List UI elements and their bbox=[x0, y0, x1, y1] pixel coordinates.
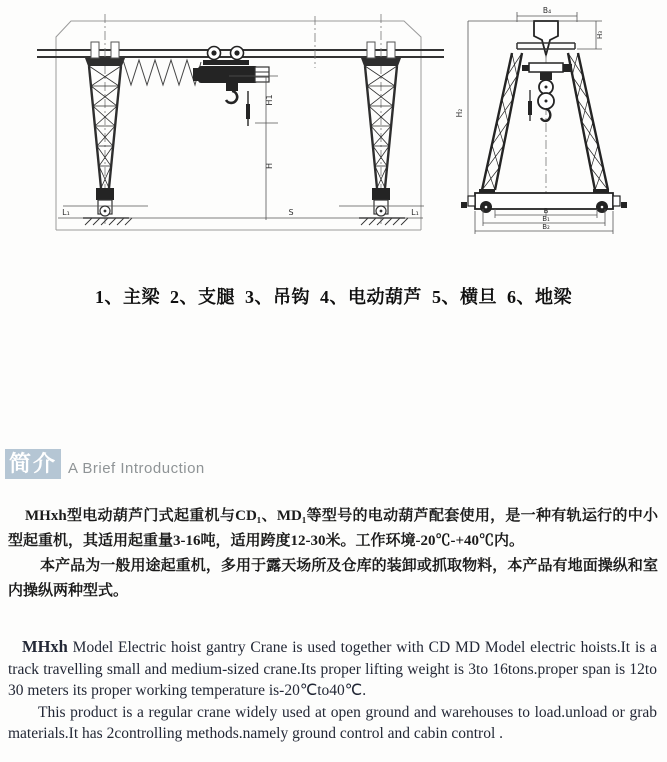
right-leg-truss bbox=[339, 42, 424, 216]
left-leg-truss bbox=[63, 42, 148, 216]
section-badge: 简介 bbox=[5, 449, 61, 479]
load-pointer bbox=[246, 91, 250, 126]
dim-label-l1-left: L₁ bbox=[62, 208, 70, 217]
aframe-right-leg bbox=[568, 53, 608, 190]
ground-hatch-right bbox=[359, 218, 408, 225]
en-paragraph-1 bbox=[8, 636, 657, 702]
hook-icon bbox=[226, 83, 238, 103]
cn-paragraph-2: 本产品为一般用途起重机，多用于露天场所及仓库的装卸或抓取物料，本产品有地面操纵和室内操纵两种型式。 bbox=[8, 558, 658, 599]
dim-label-b: B bbox=[543, 207, 549, 215]
parts-legend: 1、主梁 2、支腿 3、吊钩 4、电动葫芦 5、横旦 6、地梁 bbox=[95, 287, 572, 307]
electric-hoist-trolley bbox=[193, 47, 269, 103]
dim-label-l1-right: L₁ bbox=[411, 208, 419, 217]
en-paragraph-1-body: Model Electric hoist gantry Crane is used together with CD MD Model electric hoists.It is a track travelling small and medium-sized crane.Its proper lifting weight is 3to 16tons.proper span is 12to 30 meters its proper working temperature is-20℃to40℃. bbox=[8, 639, 657, 699]
dim-label-b2: B₂ bbox=[542, 223, 550, 231]
dim-label-h1: H1 bbox=[265, 94, 274, 106]
dim-label-s: S bbox=[288, 208, 294, 217]
dim-label-b1: B₁ bbox=[542, 215, 550, 223]
ground-hatch-left bbox=[83, 218, 132, 225]
dim-label-h: H bbox=[265, 162, 274, 170]
centerlines bbox=[105, 14, 381, 224]
english-introduction bbox=[8, 636, 657, 745]
section-header bbox=[5, 449, 205, 479]
gantry-crane-side-elevation bbox=[455, 5, 665, 250]
chinese-introduction bbox=[8, 504, 658, 604]
load-pointer bbox=[528, 90, 532, 121]
aframe-left-leg bbox=[482, 53, 522, 190]
en-paragraph-2: This product is a regular crane widely used at open ground and warehouses to load.unload or grab materials.It has 2controlling methods.namely ground control and cabin control . bbox=[8, 703, 657, 742]
section-title: A Brief Introduction bbox=[68, 460, 205, 477]
beam-cross-section bbox=[534, 21, 558, 55]
cn-paragraph-1: MHxh型电动葫芦门式起重机与CD₁、MD₁等型号的电动葫芦配套使用，是一种有轨运行的中小型起重机，其适用起重量3-16吨，适用跨度12-30米。工作环境-20℃-+40℃内。 bbox=[8, 508, 658, 549]
crane-diagrams bbox=[0, 0, 667, 260]
dim-label-b4: B₄ bbox=[542, 6, 552, 15]
en-paragraph-1-lead: MHxh bbox=[22, 637, 68, 656]
gantry-crane-front-elevation bbox=[33, 8, 448, 248]
dim-label-h2: H₂ bbox=[455, 108, 464, 118]
dim-label-h3: H₃ bbox=[596, 30, 604, 40]
festoon-cable bbox=[123, 60, 201, 85]
